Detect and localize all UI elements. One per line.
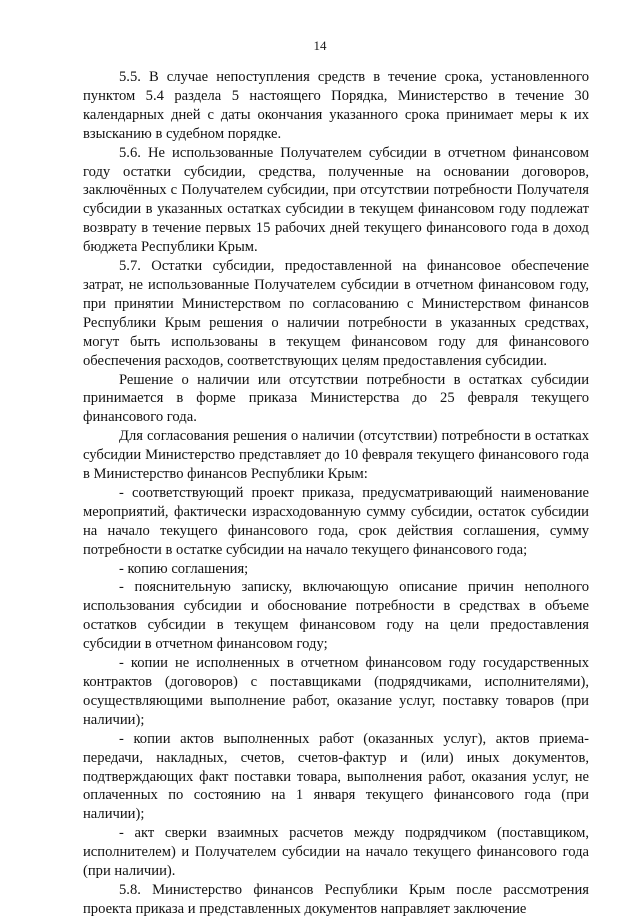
list-item-acts-copies: - копии актов выполненных работ (оказанных услуг), актов приема-передачи, накладных, счетов, счетов-фактур и (или) иных документов, подтверждающих факт поставки товара, выполнения работ, оказания услуг, не оплаченных по состоянию на 1 января текущего финансового года (при наличии); [83, 730, 589, 823]
paragraph-decision: Решение о наличии или отсутствии потребности в остатках субсидии принимается в форме приказа Министерства до 25 февраля текущего финансового года. [83, 371, 589, 426]
paragraph-5-5: 5.5. В случае непоступления средств в течение срока, установленного пунктом 5.4 раздела 5 настоящего Порядка, Министерство в течение 30 календарных дней с даты окончания указанного срока принимает меры к их взысканию в судебном порядке. [83, 69, 589, 142]
document-body [83, 68, 589, 919]
page-number: 14 [313, 38, 327, 53]
list-item-contract-copies: - копии не исполненных в отчетном финансовом году государственных контрактов (договоров) с поставщиками (подрядчиками, исполнителями), осуществляющими выполнение работ, оказание услуг, поставку товаров (при наличии); [83, 655, 589, 728]
paragraph-5-7: 5.7. Остатки субсидии, предоставленной на финансовое обеспечение затрат, не использованные Получателем субсидии в отчетном финансовом году, при принятии Министерством по согласованию с Министерством финансов Республики Крым решения о наличии потребности в указанных средствах, могут быть использованы в текущем финансовом году для финансового обеспечения расходов, соответствующих целям предоставления субсидии. [83, 258, 589, 369]
paragraph-approval: Для согласования решения о наличии (отсутствии) потребности в остатках субсидии Министерство представляет до 10 февраля текущего финансового года в Министерство финансов Республики Крым: [83, 428, 589, 483]
list-item-agreement-copy: - копию соглашения; [119, 560, 249, 577]
paragraph-5-8: 5.8. Министерство финансов Республики Крым после рассмотрения проекта приказа и представленных документов направляет заключение [83, 881, 589, 917]
paragraph-5-6: 5.6. Не использованные Получателем субсидии в отчетном финансовом году остатки субсидии, средства, полученные на основании договоров, заключённых с Получателем субсидии, при отсутствии потребности Получателя субсидии в указанных остатках субсидии в текущем финансовом году подлежат возврату в течение первых 15 рабочих дней текущего финансового года в доход бюджета Республики Крым. [83, 144, 589, 256]
list-item-draft-order: - соответствующий проект приказа, предусматривающий наименование мероприятий, фактически израсходованную сумму субсидии, остаток субсидии на начало текущего финансового года, срок действия соглашения, сумму потребности в остатке субсидии на начало текущего финансового года; [83, 484, 589, 558]
list-item-explanatory-note: - пояснительную записку, включающую описание причин неполного использования субсидии и обоснование потребности в средствах в объеме остатков субсидии в текущем финансовом году на цели предоставления субсидии в отчетном финансовом году; [83, 579, 589, 653]
list-item-reconciliation-act: - акт сверки взаимных расчетов между подрядчиком (поставщиком, исполнителем) и Получателем субсидии на начало текущего финансового года (при наличии). [83, 825, 589, 880]
